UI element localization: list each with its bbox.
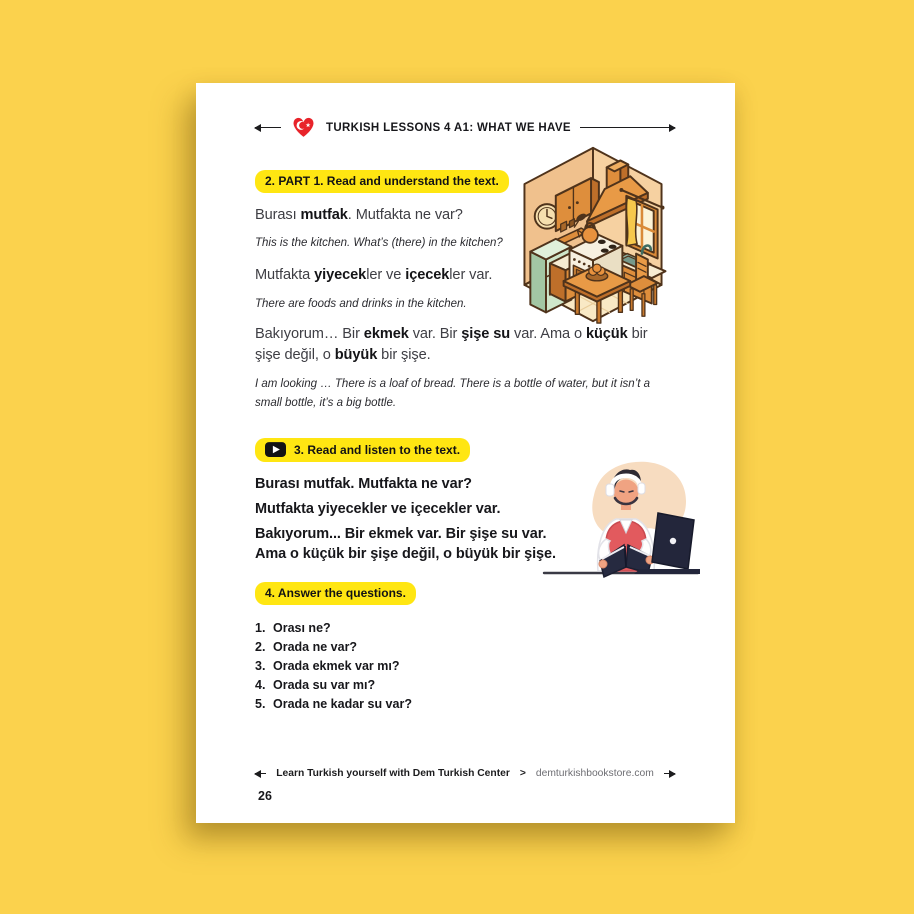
turkish-flag-heart-icon	[290, 115, 317, 140]
section-3-heading	[255, 438, 470, 462]
text-segment-bold: küçük	[585, 326, 628, 343]
text-segment-bold: yiyecek	[314, 266, 367, 283]
text-segment: var. Ama o	[510, 326, 586, 343]
text-segment: Mutfakta	[255, 266, 315, 283]
listen-line-3: Bakıyorum... Bir ekmek var. Bir şişe su var.	[255, 526, 547, 543]
page-footer	[255, 768, 675, 779]
text-segment-bold: ekmek	[363, 326, 409, 343]
worksheet-page	[196, 83, 735, 823]
footer-separator: >	[519, 768, 526, 779]
translation-paragraph-1: This is the kitchen. What’s (there) in the kitchen?	[255, 237, 503, 250]
text-segment: ler var.	[449, 266, 493, 283]
text-segment-bold: mutfak	[300, 207, 348, 223]
question-row-4	[255, 676, 675, 695]
text-segment: bir şişe.	[377, 347, 431, 364]
question-text: Orada ekmek var mı?	[273, 659, 400, 674]
text-segment: Bakıyorum… Bir	[255, 326, 364, 343]
question-number: 5.	[255, 697, 266, 712]
text-segment-bold: büyük	[334, 347, 378, 364]
footer-link[interactable]: demturkishbookstore.com	[535, 768, 654, 779]
listen-line-4: Ama o küçük bir şişe değil, o büyük bir şişe.	[255, 546, 556, 563]
turkish-paragraph-1	[255, 205, 517, 226]
text-segment: var. Bir	[408, 326, 462, 343]
question-row-3	[255, 657, 675, 676]
question-number: 3.	[255, 659, 266, 674]
listen-line-1: Burası mutfak. Mutfakta ne var?	[255, 476, 472, 493]
text-segment-bold: içecek	[405, 266, 450, 283]
question-text: Orada ne var?	[273, 640, 358, 655]
question-row-1	[255, 619, 675, 638]
text-segment: bir şişe değil, o	[255, 326, 648, 364]
text-segment: ler ve	[366, 266, 406, 283]
text-segment: Burası	[255, 207, 301, 223]
section-2-heading: 2. PART 1. Read and understand the text.	[255, 170, 509, 193]
question-number: 2.	[255, 640, 266, 655]
question-row-2	[255, 638, 675, 657]
text-segment: . Mutfakta ne var?	[347, 207, 463, 223]
header-right-arrow-icon	[580, 127, 675, 129]
reading-person-illustration	[540, 457, 700, 587]
question-text: Orada su var mı?	[273, 678, 376, 693]
question-list	[255, 619, 675, 714]
footer-right-arrow-icon	[664, 773, 675, 775]
kitchen-illustration	[495, 140, 691, 328]
text-segment-bold: şişe su	[461, 326, 511, 343]
listen-line-2: Mutfakta yiyecekler ve içecekler var.	[255, 501, 501, 518]
section-3-heading-label: 3. Read and listen to the text.	[294, 442, 461, 457]
question-number: 4.	[255, 678, 266, 693]
page-number: 26	[258, 789, 272, 803]
header-left-arrow-icon	[255, 127, 281, 129]
section-4-heading: 4. Answer the questions.	[255, 582, 416, 605]
translation-paragraph-2: There are foods and drinks in the kitchen.	[255, 297, 467, 310]
play-icon[interactable]	[265, 442, 286, 457]
question-row-5	[255, 695, 675, 714]
footer-left-arrow-icon	[255, 773, 266, 775]
turkish-paragraph-3	[255, 324, 675, 366]
question-text: Orası ne?	[273, 621, 331, 636]
turkish-paragraph-2	[255, 265, 517, 286]
translation-paragraph-3: I am looking … There is a loaf of bread. There is a bottle of water, but it isn’t a small bottle, it’s a big bottle.	[255, 378, 651, 409]
page-title: TURKISH LESSONS 4 A1: WHAT WE HAVE	[326, 121, 571, 134]
page-header	[255, 115, 675, 140]
footer-text: Learn Turkish yourself with Dem Turkish Center	[276, 768, 510, 779]
question-text: Orada ne kadar su var?	[273, 697, 412, 712]
question-number: 1.	[255, 621, 266, 636]
